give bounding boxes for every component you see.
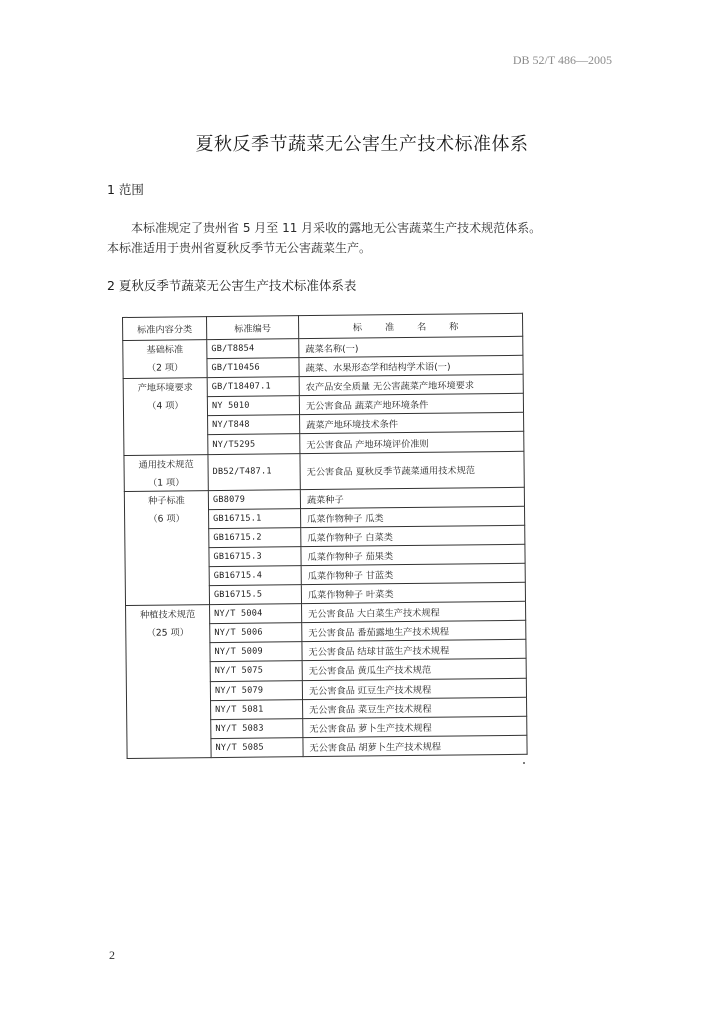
standard-code: NY/T 5009: [210, 642, 302, 662]
standard-name: 蔬菜种子: [300, 487, 524, 508]
standard-code: GB16715.1: [209, 508, 301, 528]
category-label: 产地环境要求: [137, 382, 193, 395]
category-label: 种子标准: [147, 494, 185, 507]
scope-paragraph-2: 本标准适用于贵州省夏秋反季节无公害蔬菜生产。: [107, 241, 372, 255]
standard-name: 瓜菜作物种子 瓜类: [301, 506, 525, 527]
standard-code: DB52/T487.1: [208, 453, 300, 490]
category-count: （1 项）: [148, 476, 185, 489]
standard-code: GB/T18407.1: [207, 377, 299, 397]
section-heading-standards-table: 2 夏秋反季节蔬菜无公害生产技术标准体系表: [107, 278, 357, 293]
category-label: 通用技术规范: [138, 458, 194, 471]
standard-name: 无公害食品 蔬菜产地环境条件: [299, 394, 523, 415]
standard-code: GB16715.4: [209, 566, 301, 586]
scan-speck: [523, 762, 525, 764]
section-heading-scope: 1 范围: [107, 182, 144, 197]
standard-name: 瓜菜作物种子 甘蓝类: [301, 563, 525, 584]
scope-paragraph-1: 本标准规定了贵州省 5 月至 11 月采收的露地无公害蔬菜生产技术规范体系。: [131, 221, 542, 235]
standard-name: 无公害食品 胡萝卜生产技术规程: [303, 735, 527, 756]
standard-code: NY/T 5079: [210, 680, 302, 700]
standard-name: 无公害食品 大白菜生产技术规程: [302, 601, 526, 622]
category-count: （6 项）: [148, 512, 185, 525]
header-code: 标准编号: [207, 316, 299, 340]
standard-code: NY/T5295: [208, 434, 300, 454]
standard-name: 瓜菜作物种子 茄果类: [301, 544, 525, 565]
category-count: （2 项）: [146, 362, 184, 374]
category-cell: [126, 605, 212, 759]
standard-name: 蔬菜名称(一): [299, 336, 523, 357]
standard-name: 无公害食品 豇豆生产技术规程: [302, 678, 526, 699]
category-cell: [123, 340, 207, 379]
category-cell: [123, 378, 208, 455]
standard-name: 无公害食品 夏秋反季节蔬菜通用技术规范: [300, 451, 524, 489]
standard-name: 瓜菜作物种子 叶菜类: [301, 582, 525, 603]
standard-code: NY/T848: [208, 415, 300, 435]
standard-name: 无公害食品 产地环境评价准则: [300, 432, 524, 453]
header-name: 标 准 名 称: [298, 313, 522, 338]
standard-code: NY/T 5081: [211, 699, 303, 719]
standard-name: 无公害食品 菜豆生产技术规程: [303, 697, 527, 718]
standard-code: NY/T 5006: [210, 623, 302, 643]
standard-name: 瓜菜作物种子 白菜类: [301, 525, 525, 546]
header-category: 标准内容分类: [123, 317, 207, 341]
standard-code: NY/T 5075: [210, 661, 302, 681]
standard-name: 蔬菜产地环境技术条件: [300, 413, 524, 434]
category-label: 种植技术规范: [140, 609, 196, 621]
standard-code: GB16715.5: [209, 585, 301, 605]
standard-name: 无公害食品 结球甘蓝生产技术规程: [302, 640, 526, 661]
standard-name: 蔬菜、水果形态学和结构学术语(一): [299, 355, 523, 376]
standard-code: GB/T10456: [207, 358, 299, 378]
category-cell: [124, 490, 209, 605]
standards-table: [122, 313, 528, 759]
standard-code: NY/T 5004: [210, 604, 302, 624]
standard-name: 无公害食品 萝卜生产技术规程: [303, 716, 527, 737]
standard-code: GB16715.3: [209, 546, 301, 566]
standard-name: 无公害食品 番茄露地生产技术规程: [302, 621, 526, 642]
document-title: 夏秋反季节蔬菜无公害生产技术标准体系: [195, 134, 529, 155]
category-count: （25 项）: [146, 627, 189, 639]
document-code: DB 52/T 486—2005: [512, 53, 612, 67]
standard-name: 农产品安全质量 无公害蔬菜产地环境要求: [299, 374, 523, 395]
standard-code: GB16715.2: [209, 527, 301, 547]
page-number: 2: [109, 948, 115, 962]
category-count: （4 项）: [147, 400, 184, 412]
table-body: [123, 336, 527, 758]
standard-name: 无公害食品 黄瓜生产技术规范: [302, 659, 526, 680]
table-row: [124, 451, 524, 491]
standard-code: NY 5010: [207, 396, 299, 416]
standard-code: GB/T8854: [207, 339, 299, 359]
category-cell: [124, 454, 208, 491]
category-label: 基础标准: [146, 344, 184, 356]
standard-code: NY/T 5085: [211, 737, 303, 757]
standard-code: NY/T 5083: [211, 718, 303, 738]
standard-code: GB8079: [208, 489, 300, 509]
standards-table-scan: [122, 313, 529, 765]
